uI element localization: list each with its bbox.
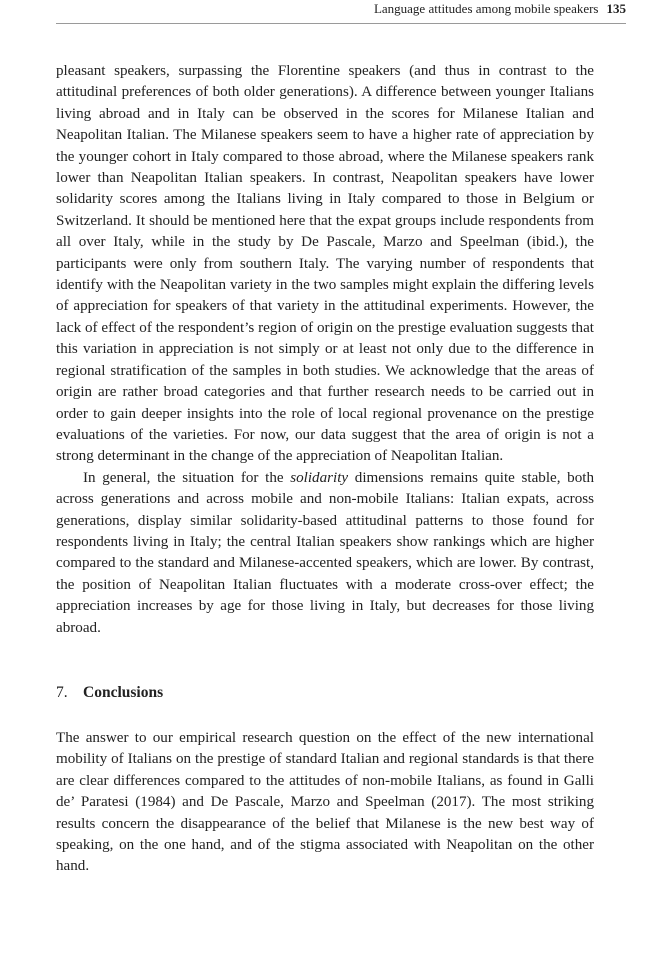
body-paragraph-2 [56, 468, 594, 639]
conclusions-paragraph: The answer to our empirical research question on the effect of the new international mobility of Italians on the prestige of standard Italian and regional standards is that there are clear differences compared to the attitudes of non-mobile Italians, as found in Galli de’ Paratesi (1984) and De Pascale, Marzo and Speelman (2017). The most striking results concern the disappearance of the belief that Milanese is the new best way of speaking, on the one hand, and of the stigma associated with Neapolitan on the other hand. [56, 729, 594, 875]
section-number: 7. [56, 683, 68, 701]
running-title: Language attitudes among mobile speakers [373, 1, 599, 16]
page-body [56, 61, 594, 878]
section-heading [56, 682, 594, 704]
body-paragraph-2-end: dimensions remains quite stable, both across generations and across mobile and non-mobile Italians: Italian expats, across generations, display similar solidarity-based attitudinal patterns to those found for respondents living in Italy; the central Italian speakers show rankings which are higher compared to the standard and Milanese-accented speakers, which are lower. By contrast, the position of Neapolitan Italian fluctuates with a moderate cross-over effect; the appreciation increases by age for those living in Italy, but decreases for those living abroad. [56, 469, 595, 636]
body-paragraph-2-start: In general, the situation for the [83, 469, 291, 486]
running-header [56, 0, 626, 24]
section-title: Conclusions [83, 683, 164, 701]
page-number: 135 [606, 1, 626, 16]
solidarity-italic-term: solidarity [290, 469, 349, 486]
body-paragraph-1: pleasant speakers, surpassing the Florentine speakers (and thus in contrast to the attitudinal preferences of both older generations). A difference between younger Italians living abroad and in Italy can be observed in the scores for Milanese Italian and Neapolitan Italian. The Milanese speakers seem to have a higher rate of appreciation by the younger cohort in Italy compared to those abroad, where the Milanese speakers rank lower than Neapolitan Italian speakers. In contrast, Neapolitan speakers have lower solidarity scores among the Italians living in Italy compared to those in Belgium or Switzerland. It should be mentioned here that the expat groups include respondents from all over Italy, while in the study by De Pascale, Marzo and Speelman (ibid.), the participants were only from southern Italy. The varying number of respondents that identify with the Neapolitan variety in the two samples might explain the differing levels of appreciation for speakers of that variety in the attitudinal experiments. However, the lack of effect of the respondent’s region of origin on the prestige evaluation suggests that this variation in appreciation is not simply or at least not only due to the difference in regional stratification of the samples in both studies. We acknowledge that the areas of origin are rather broad categories and that further research needs to be carried out in order to gain deeper insights into the role of local regional provenance on the prestige evaluations of the varieties. For now, our data suggest that the area of origin is not a strong determinant in the change of the appreciation of Neapolitan Italian. [56, 63, 594, 465]
